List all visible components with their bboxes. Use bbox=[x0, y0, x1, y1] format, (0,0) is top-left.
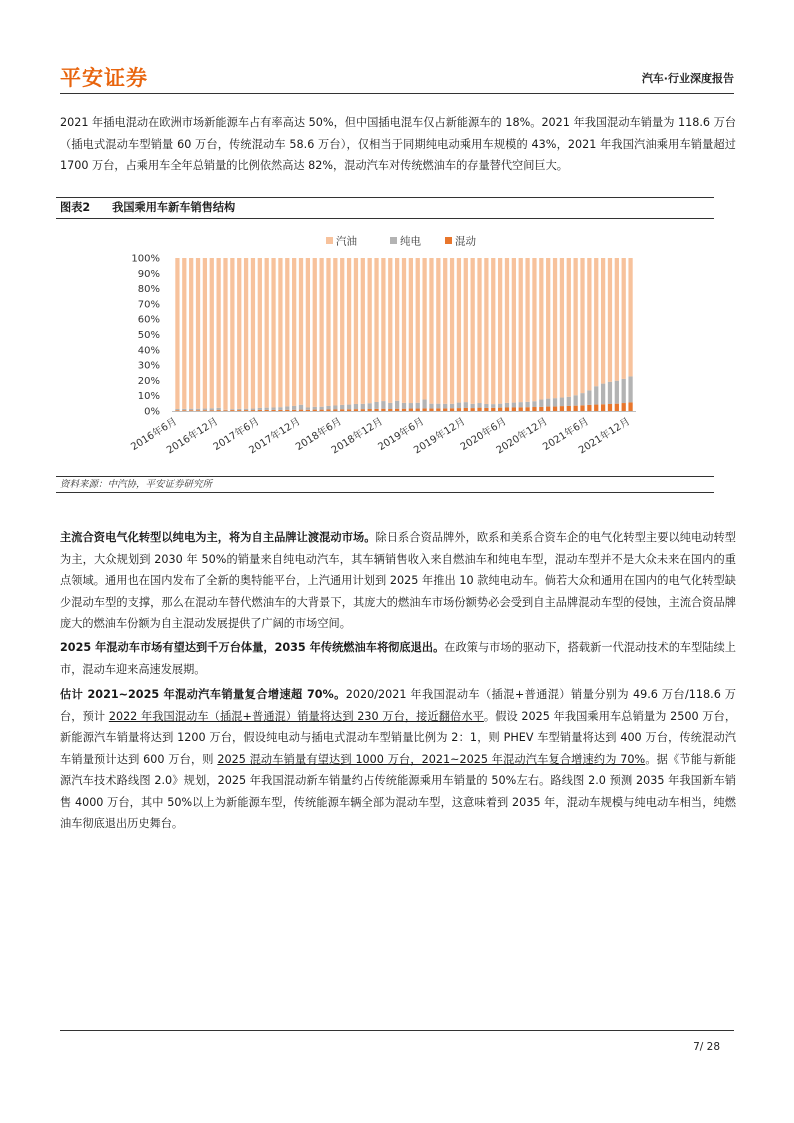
bar-segment-混动 bbox=[230, 410, 234, 411]
y-tick-label: 60% bbox=[137, 314, 160, 326]
bar-segment-汽油 bbox=[471, 258, 475, 404]
bar-segment-汽油 bbox=[319, 258, 323, 407]
bar-segment-汽油 bbox=[361, 258, 365, 404]
bar-segment-纯电 bbox=[182, 409, 186, 410]
bar-segment-纯电 bbox=[361, 404, 365, 409]
bar-segment-纯电 bbox=[484, 404, 488, 408]
bar-segment-混动 bbox=[429, 409, 433, 411]
bar-segment-纯电 bbox=[519, 402, 523, 407]
bar-segment-纯电 bbox=[265, 408, 269, 410]
legend-label: 纯电 bbox=[400, 235, 421, 248]
bar-segment-混动 bbox=[381, 409, 385, 411]
x-tick-label: 2021年6月 bbox=[541, 416, 591, 454]
bar-segment-混动 bbox=[374, 409, 378, 411]
bar-segment-混动 bbox=[244, 410, 248, 411]
bar-segment-混动 bbox=[457, 408, 461, 411]
underlined-forecast-2022: 2022 年我国混动车（插混+普通混）销量将达到 230 万台，接近翻倍水平 bbox=[108, 709, 484, 723]
bar-segment-混动 bbox=[354, 409, 358, 411]
bar-segment-汽油 bbox=[436, 258, 440, 404]
bar-segment-混动 bbox=[594, 405, 598, 411]
bar-segment-混动 bbox=[409, 409, 413, 411]
bar-segment-汽油 bbox=[354, 258, 358, 404]
bar-segment-纯电 bbox=[594, 386, 598, 404]
bar-segment-纯电 bbox=[498, 404, 502, 408]
paragraph-lead: 估计 2021~2025 年混动汽车销量复合增速超 70%。 bbox=[60, 688, 346, 701]
bar-segment-混动 bbox=[175, 410, 179, 411]
y-tick-label: 40% bbox=[137, 345, 160, 357]
bar-segment-纯电 bbox=[299, 405, 303, 410]
bar-segment-混动 bbox=[340, 409, 344, 411]
bar-segment-纯电 bbox=[333, 405, 337, 409]
bar-segment-混动 bbox=[292, 410, 296, 411]
bar-segment-混动 bbox=[189, 410, 193, 411]
bar-segment-汽油 bbox=[512, 258, 516, 403]
bar-segment-汽油 bbox=[340, 258, 344, 405]
bar-segment-纯电 bbox=[622, 379, 626, 403]
bar-segment-汽油 bbox=[326, 258, 330, 406]
bar-segment-纯电 bbox=[416, 403, 420, 409]
paragraph-lead: 2025 年混动车市场有望达到千万台体量，2035 年传统燃油车将彻底退出。 bbox=[60, 641, 445, 654]
bar-segment-混动 bbox=[237, 410, 241, 411]
intro-paragraph: 2021 年插电混动在欧洲市场新能源车占有率高达 50%，但中国插电混车仅占新能源车的 18%。2021 年我国混动车销量为 118.6 万台（插电式混动车型销量 60 万台，传统混动车 58.6 万台），仅相当于同期纯电动乘用车规模的 43%，2021 年我国汽油乘用车销量超过 1700 万台，占乘用车全年总销量的比例依然高达 82%，混动汽车对传统燃油车的存量替代空间巨大。 bbox=[60, 116, 736, 172]
y-tick-label: 20% bbox=[137, 375, 160, 387]
bar-segment-汽油 bbox=[457, 258, 461, 403]
bar-segment-汽油 bbox=[594, 258, 598, 386]
bar-segment-混动 bbox=[615, 404, 619, 411]
bar-segment-混动 bbox=[553, 407, 557, 411]
paragraph-body: 在政策与市场的驱动下，搭载新一代混动技术的车型陆续上市，混动车迎来高速发展期。 bbox=[60, 641, 736, 676]
bar-segment-混动 bbox=[182, 410, 186, 411]
x-tick-label: 2020年6月 bbox=[458, 416, 509, 454]
paragraph-lead: 主流合资电气化转型以纯电为主，将为自主品牌让渡混动市场。 bbox=[60, 531, 376, 544]
bar-segment-纯电 bbox=[319, 407, 323, 410]
bar-segment-汽油 bbox=[189, 258, 193, 409]
chart-svg bbox=[56, 228, 714, 476]
bar-segment-纯电 bbox=[175, 409, 179, 410]
header-rule bbox=[60, 93, 734, 94]
bar-segment-汽油 bbox=[223, 258, 227, 410]
bar-segment-混动 bbox=[539, 407, 543, 411]
bar-segment-混动 bbox=[388, 409, 392, 411]
bar-segment-汽油 bbox=[175, 258, 179, 409]
x-tick-label: 2018年6月 bbox=[294, 416, 344, 454]
bar-segment-混动 bbox=[484, 408, 488, 411]
bar-segment-混动 bbox=[402, 409, 406, 411]
bar-segment-混动 bbox=[251, 410, 255, 411]
legend-swatch-混动 bbox=[445, 237, 452, 244]
bar-segment-纯电 bbox=[601, 384, 605, 405]
bar-segment-混动 bbox=[368, 409, 372, 411]
bar-segment-混动 bbox=[622, 403, 626, 411]
bar-segment-纯电 bbox=[237, 409, 241, 410]
bar-segment-混动 bbox=[299, 410, 303, 411]
bar-segment-纯电 bbox=[525, 402, 529, 407]
bar-segment-纯电 bbox=[615, 381, 619, 404]
bar-segment-纯电 bbox=[271, 407, 275, 409]
bar-segment-纯电 bbox=[217, 408, 221, 410]
report-type: 汽车·行业深度报告 bbox=[641, 72, 734, 85]
bar-segment-汽油 bbox=[203, 258, 207, 409]
bar-segment-汽油 bbox=[525, 258, 529, 402]
bar-segment-汽油 bbox=[313, 258, 317, 407]
bar-segment-纯电 bbox=[608, 382, 612, 404]
bar-segment-汽油 bbox=[402, 258, 406, 403]
bar-segment-纯电 bbox=[306, 407, 310, 409]
paragraph-hybrid-cagr bbox=[60, 684, 736, 835]
bar-segment-汽油 bbox=[601, 258, 605, 384]
bar-segment-纯电 bbox=[553, 398, 557, 406]
bar-segment-汽油 bbox=[491, 258, 495, 404]
sales-structure-chart bbox=[56, 228, 714, 476]
bar-segment-纯电 bbox=[450, 404, 454, 408]
bar-segment-汽油 bbox=[388, 258, 392, 403]
bar-segment-纯电 bbox=[580, 393, 584, 405]
bar-segment-纯电 bbox=[285, 406, 289, 409]
bar-segment-混动 bbox=[347, 409, 351, 411]
bar-segment-混动 bbox=[601, 404, 605, 411]
bar-segment-汽油 bbox=[285, 258, 289, 406]
bar-segment-纯电 bbox=[491, 404, 495, 408]
bar-segment-汽油 bbox=[381, 258, 385, 401]
y-tick-label: 10% bbox=[137, 391, 160, 403]
bar-segment-混动 bbox=[313, 410, 317, 411]
bar-segment-汽油 bbox=[251, 258, 255, 409]
figure-number: 图表2 bbox=[60, 201, 91, 214]
bar-segment-纯电 bbox=[230, 409, 234, 410]
x-tick-label: 2016年6月 bbox=[129, 416, 180, 454]
bar-segment-混动 bbox=[326, 409, 330, 411]
bar-segment-汽油 bbox=[182, 258, 186, 409]
bar-segment-汽油 bbox=[628, 258, 632, 376]
bar-segment-混动 bbox=[546, 407, 550, 411]
bar-segment-汽油 bbox=[299, 258, 303, 405]
bar-segment-混动 bbox=[333, 409, 337, 411]
bar-segment-纯电 bbox=[539, 400, 543, 407]
bar-segment-纯电 bbox=[402, 403, 406, 409]
bar-segment-汽油 bbox=[210, 258, 214, 408]
bar-segment-汽油 bbox=[532, 258, 536, 401]
bar-segment-纯电 bbox=[244, 409, 248, 410]
bar-segment-汽油 bbox=[368, 258, 372, 403]
paragraph-hybrid-outlook bbox=[60, 637, 736, 680]
bar-segment-纯电 bbox=[354, 404, 358, 409]
source-text: 资料来源：中汽协，平安证券研究所 bbox=[60, 479, 213, 490]
paragraph-text: 。据《节能与新能源汽车技术路线图 2.0》规划，2025 年我国混动新车销量约占传统能源乘用车销量的 50%左右。路线图 2.0 预测 2035 年我国新车销售 4000 万台，其中 50%以上为新能源车型，传统能源车辆全部为混动车型，这意味着到 2035 年，混动车规模与纯电动车相当，纯燃油车彻底退出历史舞台。 bbox=[60, 752, 736, 830]
bar-segment-混动 bbox=[450, 408, 454, 411]
bar-segment-混动 bbox=[306, 410, 310, 411]
bar-segment-混动 bbox=[519, 407, 523, 411]
bar-segment-汽油 bbox=[292, 258, 296, 406]
bar-segment-纯电 bbox=[477, 403, 481, 408]
bar-segment-混动 bbox=[574, 406, 578, 411]
x-tick-label: 2019年12月 bbox=[412, 416, 468, 457]
bar-segment-纯电 bbox=[381, 401, 385, 409]
bar-segment-汽油 bbox=[539, 258, 543, 400]
bar-segment-汽油 bbox=[429, 258, 433, 404]
bar-segment-汽油 bbox=[450, 258, 454, 404]
bar-segment-纯电 bbox=[278, 407, 282, 410]
bar-segment-汽油 bbox=[395, 258, 399, 401]
x-tick-label: 2017年12月 bbox=[247, 416, 303, 457]
bar-segment-汽油 bbox=[553, 258, 557, 398]
bar-segment-汽油 bbox=[409, 258, 413, 403]
bar-segment-汽油 bbox=[608, 258, 612, 382]
bar-segment-汽油 bbox=[422, 258, 426, 400]
bar-segment-纯电 bbox=[546, 399, 550, 407]
bar-segment-汽油 bbox=[464, 258, 468, 402]
bar-segment-混动 bbox=[532, 407, 536, 411]
bar-segment-混动 bbox=[203, 410, 207, 411]
bar-segment-汽油 bbox=[443, 258, 447, 404]
bar-segment-混动 bbox=[416, 409, 420, 411]
y-tick-label: 0% bbox=[144, 406, 160, 418]
bar-segment-纯电 bbox=[505, 403, 509, 408]
bar-segment-混动 bbox=[361, 409, 365, 411]
bar-segment-纯电 bbox=[196, 409, 200, 411]
paragraph-jv-electrification bbox=[60, 527, 736, 635]
bar-segment-汽油 bbox=[374, 258, 378, 402]
bar-segment-汽油 bbox=[244, 258, 248, 409]
legend-swatch-汽油 bbox=[326, 237, 333, 244]
y-tick-label: 80% bbox=[137, 284, 160, 296]
legend-swatch-纯电 bbox=[390, 237, 397, 244]
bar-segment-混动 bbox=[422, 408, 426, 411]
bar-segment-纯电 bbox=[443, 404, 447, 409]
bar-segment-汽油 bbox=[615, 258, 619, 381]
bar-segment-混动 bbox=[258, 410, 262, 411]
bar-segment-混动 bbox=[525, 407, 529, 411]
bar-segment-纯电 bbox=[574, 395, 578, 405]
paragraph-text: 。假设 2025 年我国乘用车总销量为 2500 万台，新能源汽车销量将达到 1200 万台，假设纯电动与插电式混动车型销量比例为 2：1，则 PHEV 车型销量将达到 400 万台，传统混动汽车销量预计达到 600 万台，则 bbox=[60, 709, 737, 766]
bar-segment-纯电 bbox=[409, 403, 413, 409]
bar-segment-汽油 bbox=[567, 258, 571, 397]
y-tick-label: 70% bbox=[137, 299, 160, 311]
bar-segment-汽油 bbox=[278, 258, 282, 407]
figure-header bbox=[56, 197, 714, 219]
bar-segment-混动 bbox=[580, 405, 584, 411]
bar-segment-纯电 bbox=[292, 406, 296, 410]
bar-segment-纯电 bbox=[388, 403, 392, 409]
y-tick-label: 50% bbox=[137, 330, 160, 341]
bar-segment-混动 bbox=[560, 406, 564, 411]
x-tick-label: 2020年12月 bbox=[494, 416, 550, 457]
bar-segment-纯电 bbox=[313, 407, 317, 410]
figure-title: 我国乘用车新车销售结构 bbox=[112, 201, 236, 214]
bar-segment-纯电 bbox=[347, 405, 351, 410]
bar-segment-纯电 bbox=[203, 409, 207, 411]
bar-segment-纯电 bbox=[368, 403, 372, 409]
bar-segment-纯电 bbox=[560, 398, 564, 407]
bar-segment-混动 bbox=[395, 409, 399, 411]
bar-segment-汽油 bbox=[587, 258, 591, 390]
bar-segment-汽油 bbox=[622, 258, 626, 379]
bar-segment-纯电 bbox=[374, 402, 378, 409]
bar-segment-纯电 bbox=[422, 400, 426, 409]
bar-segment-汽油 bbox=[196, 258, 200, 409]
underlined-forecast-2025: 2025 混动车销量有望达到 1000 万台，2021~2025 年混动汽车复合增速约为 70% bbox=[217, 752, 646, 766]
bar-segment-汽油 bbox=[333, 258, 337, 405]
bar-segment-汽油 bbox=[230, 258, 234, 409]
x-tick-label: 2018年12月 bbox=[329, 416, 385, 457]
bar-segment-汽油 bbox=[306, 258, 310, 407]
figure-source bbox=[56, 476, 714, 493]
bar-segment-汽油 bbox=[265, 258, 269, 408]
bar-segment-纯电 bbox=[326, 406, 330, 410]
bar-segment-混动 bbox=[210, 410, 214, 411]
bar-segment-混动 bbox=[491, 408, 495, 411]
bar-segment-纯电 bbox=[429, 404, 433, 409]
bar-segment-纯电 bbox=[532, 401, 536, 407]
bar-segment-混动 bbox=[477, 408, 481, 411]
bar-segment-纯电 bbox=[567, 397, 571, 406]
bar-segment-汽油 bbox=[498, 258, 502, 404]
bar-segment-汽油 bbox=[580, 258, 584, 393]
bar-segment-纯电 bbox=[210, 408, 214, 410]
bar-segment-混动 bbox=[498, 408, 502, 411]
bar-segment-混动 bbox=[505, 407, 509, 411]
x-tick-label: 2019年6月 bbox=[376, 416, 427, 454]
y-tick-label: 90% bbox=[137, 268, 160, 280]
bar-segment-汽油 bbox=[519, 258, 523, 402]
bar-segment-纯电 bbox=[471, 404, 475, 408]
bar-segment-混动 bbox=[608, 404, 612, 411]
bar-segment-纯电 bbox=[628, 376, 632, 402]
bar-segment-汽油 bbox=[560, 258, 564, 398]
bar-segment-混动 bbox=[217, 410, 221, 411]
bar-segment-混动 bbox=[512, 407, 516, 411]
bar-segment-混动 bbox=[436, 408, 440, 411]
x-tick-label: 2021年12月 bbox=[576, 416, 633, 457]
bar-segment-混动 bbox=[278, 410, 282, 411]
bar-segment-纯电 bbox=[512, 403, 516, 408]
bar-segment-纯电 bbox=[587, 390, 591, 405]
y-tick-label: 30% bbox=[137, 360, 160, 372]
bar-segment-汽油 bbox=[546, 258, 550, 399]
bar-segment-纯电 bbox=[340, 405, 344, 409]
bar-segment-混动 bbox=[223, 410, 227, 411]
bar-segment-汽油 bbox=[271, 258, 275, 407]
footer-rule bbox=[60, 1030, 734, 1031]
bar-segment-混动 bbox=[628, 402, 632, 411]
paragraph-body: 除日系合资品牌外，欧系和美系合资车企的电气化转型主要以纯电动转型为主，大众规划到 2030 年 50%的销量来自纯电动汽车，其车辆销售收入来自燃油车和纯电车型，混动车型并不是大众未来在国内的重点领域。通用也在国内发布了全新的奥特能平台，上汽通用计划到 2025 年推出 10 款纯电动车。倘若大众和通用在国内的电气化转型缺少混动车型的支撑，那么在混动车替代燃油车的大背景下，其庞大的燃油车市场份额势必会受到自主品牌混动车型的侵蚀，主流合资品牌庞大的燃油车份额为自主混动发展提供了广阔的市场空间。 bbox=[60, 531, 736, 630]
bar-segment-纯电 bbox=[258, 408, 262, 410]
x-tick-label: 2017年6月 bbox=[211, 416, 262, 454]
bar-segment-纯电 bbox=[457, 403, 461, 409]
bar-segment-混动 bbox=[196, 410, 200, 411]
bar-segment-纯电 bbox=[251, 409, 255, 411]
bar-segment-混动 bbox=[587, 405, 591, 411]
bar-segment-混动 bbox=[471, 408, 475, 411]
bar-segment-汽油 bbox=[574, 258, 578, 395]
bar-segment-汽油 bbox=[477, 258, 481, 403]
bar-segment-纯电 bbox=[464, 402, 468, 408]
y-tick-label: 100% bbox=[131, 253, 160, 265]
bar-segment-汽油 bbox=[217, 258, 221, 408]
bar-segment-纯电 bbox=[189, 409, 193, 411]
bar-segment-混动 bbox=[464, 408, 468, 411]
bar-segment-混动 bbox=[265, 410, 269, 411]
x-tick-label: 2016年12月 bbox=[165, 416, 221, 457]
bar-segment-混动 bbox=[271, 410, 275, 411]
bar-segment-汽油 bbox=[347, 258, 351, 405]
bar-segment-汽油 bbox=[258, 258, 262, 408]
bar-segment-混动 bbox=[443, 408, 447, 411]
bar-segment-混动 bbox=[285, 410, 289, 411]
legend-label: 混动 bbox=[455, 235, 476, 248]
bar-segment-汽油 bbox=[416, 258, 420, 403]
bar-segment-纯电 bbox=[395, 401, 399, 409]
paragraph-text: 2020/2021 年我国混动车（插混+普通混）销量分别为 49.6 万台/118.6 万台，预计 bbox=[60, 688, 736, 723]
legend-label: 汽油 bbox=[336, 235, 357, 248]
page-number: 7/ 28 bbox=[693, 1041, 720, 1053]
bar-segment-汽油 bbox=[505, 258, 509, 403]
bar-segment-纯电 bbox=[436, 404, 440, 409]
brand-logo: 平安证券 bbox=[60, 66, 148, 90]
bar-segment-混动 bbox=[567, 406, 571, 411]
bar-segment-汽油 bbox=[484, 258, 488, 404]
bar-segment-汽油 bbox=[237, 258, 241, 409]
bar-segment-混动 bbox=[319, 410, 323, 411]
